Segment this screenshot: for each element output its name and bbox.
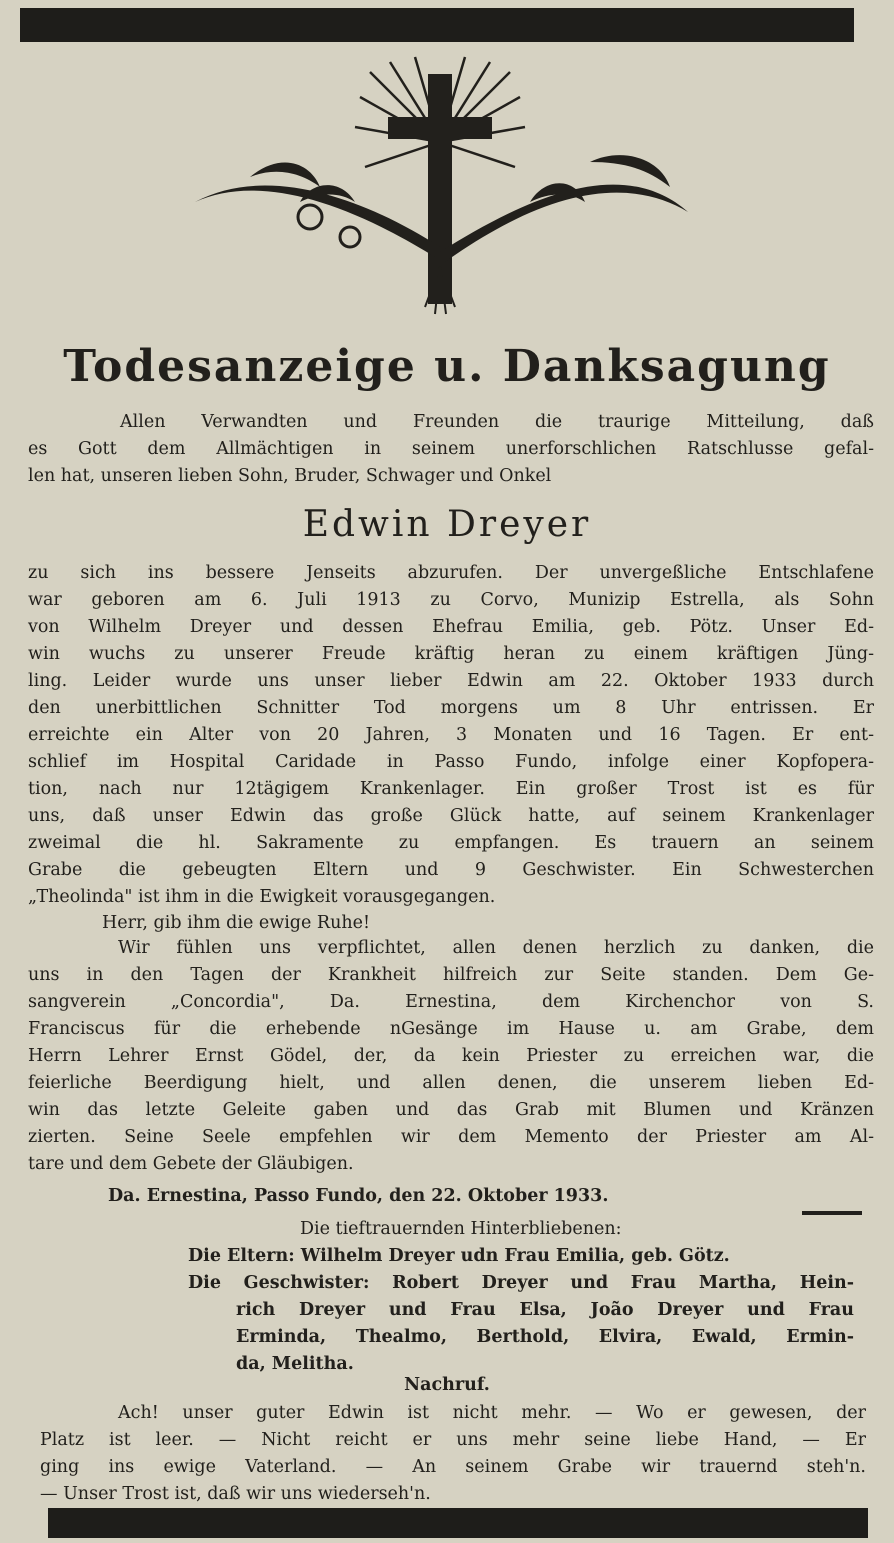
thanks-paragraph: Wir fühlen uns verpflichtet, allen denen herzlich zu danken, die uns in den Tagen der Krankheit hilfreich zur Seite standen. Dem Ge- sangverein „Concordia", Da. Ernestina, dem Kirchenchor von S. Franciscus für die erhebende nGesänge im Hause u. am Grabe, dem Herrn Lehrer Ernst Gödel, der, da kein Priester zu erreichen war, die feierliche Beerdigung hielt, und allen denen, die unserem lieben Ed- win das letzte Geleite gaben und das Grab mit Blumen und Kränzen zierten. Seine Seele empfehlen wir dem Memento der Priester am Al- tare und dem Gebete der Gläubigen. xyxy=(28,938,874,1174)
bottom-border-bar xyxy=(48,1508,868,1538)
siblings-list: Die Geschwister: Robert Dreyer und Frau Martha, Hein- rich Dreyer und Frau Elsa, João Dreyer und Frau Erminda, Thealmo, Berthold, Elvira, Ewald, Ermin- da, Melitha. xyxy=(188,1273,854,1374)
deceased-name: Edwin Dreyer xyxy=(302,504,592,545)
mourners-heading: Die tieftrauernden Hinterbliebenen: xyxy=(300,1219,622,1239)
prayer-line: Herr, gib ihm die ewige Ruhe! xyxy=(102,913,371,933)
intro-paragraph: Allen Verwandten und Freunden die traurige Mitteilung, daß es Gott dem Allmächtigen in seinem unerforschlichen Ratschlusse gefal- len hat, unseren lieben Sohn, Bruder, Schwager und Onkel xyxy=(28,412,874,486)
place-date-line: Da. Ernestina, Passo Fundo, den 22. Oktober 1933. xyxy=(108,1186,609,1206)
top-border-bar xyxy=(20,8,854,42)
parents-line: Die Eltern: Wilhelm Dreyer udn Frau Emilia, geb. Götz. xyxy=(188,1246,730,1266)
cross-palm-ornament-icon xyxy=(190,52,690,317)
obituary-verse: Ach! unser guter Edwin ist nicht mehr. — Wo er gewesen, der Platz ist leer. — Nicht reicht er uns mehr seine liebe Hand, — Er ging ins ewige Vaterland. — An seinem Grabe wir trauernd steh'n. — Unser Trost ist, daß wir uns wiederseh'n. xyxy=(40,1403,866,1504)
announcement-body: zu sich ins bessere Jenseits abzurufen. Der unvergeßliche Entschlafene war geboren am 6. Juli 1913 zu Corvo, Munizip Estrella, als Sohn von Wilhelm Dreyer und dessen Ehefrau Emilia, geb. Pötz. Unser Ed- win wuchs zu unserer Freude kräftig heran zu einem kräftigen Jüng- ling. Leider wurde uns unser lieber Edwin am 22. Oktober 1933 durch den unerbittlichen Schnitter Tod morgens um 8 Uhr entrissen. Er erreichte ein Alter von 20 Jahren, 3 Monaten und 16 Tagen. Er ent- schlief im Hospital Caridade in Passo Fundo, infolge einer Kopfopera- tion, nach nur 12tägigem Krankenlager. Ein großer Trost ist es für uns, daß unser Edwin das große Glück hatte, auf seinem Krankenlager zweimal die hl. Sakramente zu empfangen. Es trauern an seinem Grabe die gebeugten Eltern und 9 Geschwister. Ein Schwesterchen „Theolinda" ist ihm in die Ewigkeit vorausgegangen. xyxy=(28,563,874,907)
obituary-title: Nachruf. xyxy=(404,1375,490,1395)
signature-rule xyxy=(802,1211,862,1215)
page-title: Todesanzeige u. Danksagung xyxy=(63,341,831,392)
